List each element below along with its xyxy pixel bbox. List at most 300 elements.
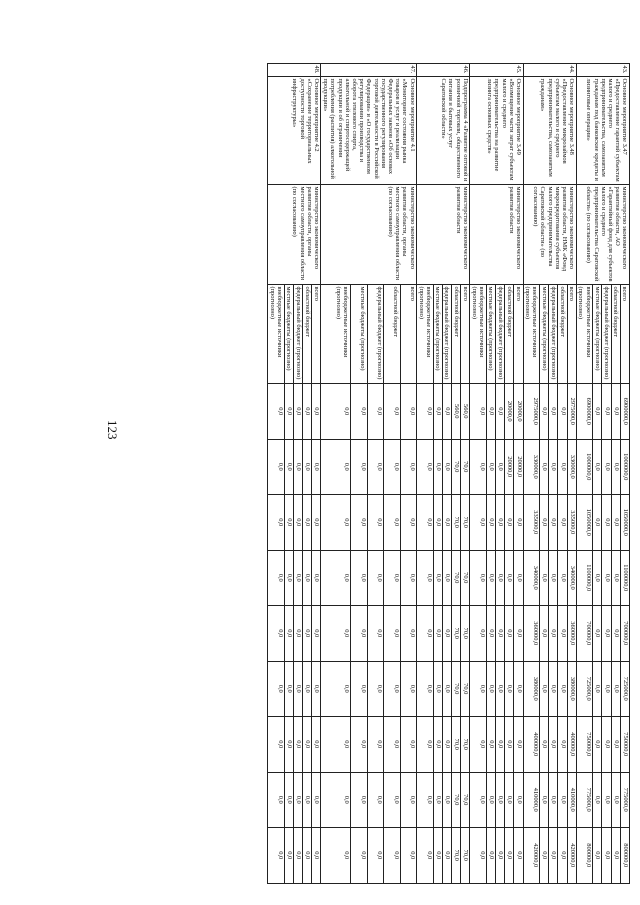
funding-value-cell: 0,0 xyxy=(351,439,368,495)
funding-value-cell: 0,0 xyxy=(495,828,504,884)
row-index: 43. xyxy=(576,64,629,77)
funding-source-label: местные бюджеты (прогнозно) xyxy=(593,285,602,384)
funding-value-cell: 1050000,0 xyxy=(620,495,629,551)
funding-value-cell: 6900000,0 xyxy=(620,384,629,440)
funding-value-cell: 0,0 xyxy=(470,828,486,884)
row-index: 48. xyxy=(268,64,321,77)
funding-value-cell: 0,0 xyxy=(442,439,451,495)
funding-value-cell: 70,0 xyxy=(461,550,470,606)
funding-value-cell: 0,0 xyxy=(611,661,620,717)
funding-value-cell: 0,0 xyxy=(486,495,495,551)
funding-value-cell: 0,0 xyxy=(611,384,620,440)
funding-source-label: внебюджетные источники (прогнозно) xyxy=(470,285,486,384)
funding-value-cell: 0,0 xyxy=(514,550,523,606)
funding-value-cell: 0,0 xyxy=(558,828,567,884)
funding-source-label: местные бюджеты (прогнозно) xyxy=(433,285,442,384)
executor-name: министерство экономического развития области, НМК «Фонд микрокредитования субъектов малого предпринимательства Саратовской области» (по согласованию) xyxy=(523,185,576,285)
funding-value-cell: 0,0 xyxy=(442,661,451,717)
funding-value-cell: 0,0 xyxy=(312,495,321,551)
funding-value-cell: 0,0 xyxy=(593,661,602,717)
funding-value-cell: 560,0 xyxy=(461,384,470,440)
funding-value-cell: 0,0 xyxy=(321,384,351,440)
funding-value-cell: 0,0 xyxy=(400,550,417,606)
funding-value-cell: 0,0 xyxy=(539,772,548,828)
funding-value-cell: 0,0 xyxy=(495,439,504,495)
funding-value-cell: 0,0 xyxy=(539,661,548,717)
funding-source-label: областной бюджет xyxy=(451,285,460,384)
funding-value-cell: 0,0 xyxy=(486,772,495,828)
row-index: 46. xyxy=(417,64,470,77)
funding-source-label: федеральный бюджет (прогнозно) xyxy=(602,285,611,384)
funding-value-cell: 0,0 xyxy=(268,828,284,884)
funding-value-cell: 0,0 xyxy=(505,495,514,551)
funding-source-label: местные бюджеты (прогнозно) xyxy=(486,285,495,384)
row-index: 47. xyxy=(321,64,417,77)
funding-value-cell: 0,0 xyxy=(593,828,602,884)
funding-source-label: внебюджетные источники (прогнозно) xyxy=(417,285,433,384)
funding-value-cell: 0,0 xyxy=(367,495,384,551)
funding-value-cell: 0,0 xyxy=(312,717,321,773)
funding-value-cell: 0,0 xyxy=(514,661,523,717)
funding-value-cell: 360000,0 xyxy=(567,606,576,662)
funding-table xyxy=(267,63,630,884)
funding-value-cell: 0,0 xyxy=(611,550,620,606)
funding-value-cell: 0,0 xyxy=(558,661,567,717)
funding-value-cell: 0,0 xyxy=(558,550,567,606)
funding-value-cell: 0,0 xyxy=(293,384,302,440)
funding-value-cell: 0,0 xyxy=(384,495,401,551)
funding-value-cell: 6900000,0 xyxy=(576,384,592,440)
funding-value-cell: 0,0 xyxy=(558,495,567,551)
funding-value-cell: 0,0 xyxy=(602,661,611,717)
funding-value-cell: 0,0 xyxy=(284,828,293,884)
funding-value-cell: 0,0 xyxy=(539,439,548,495)
funding-value-cell: 0,0 xyxy=(312,550,321,606)
funding-source-label: внебюджетные источники (прогнозно) xyxy=(268,285,284,384)
funding-value-cell: 0,0 xyxy=(539,828,548,884)
table-row xyxy=(461,64,470,884)
table-row xyxy=(514,64,523,884)
executor-name: министерство экономического развития области, органы местного самоуправления области (по согласованию) xyxy=(321,185,417,285)
funding-value-cell: 0,0 xyxy=(284,772,293,828)
funding-value-cell: 0,0 xyxy=(400,495,417,551)
funding-value-cell: 0,0 xyxy=(442,606,451,662)
funding-value-cell: 0,0 xyxy=(514,772,523,828)
funding-value-cell: 0,0 xyxy=(433,550,442,606)
executor-name: министерство экономического развития области, АО «Гарантийный фонд для субъектов малого и среднего предпринимательства Саратовской области» (по согласованию) xyxy=(576,185,629,285)
funding-value-cell: 420000,0 xyxy=(523,828,539,884)
funding-value-cell: 0,0 xyxy=(486,550,495,606)
funding-value-cell: 340000,0 xyxy=(523,550,539,606)
funding-value-cell: 0,0 xyxy=(433,772,442,828)
funding-value-cell: 0,0 xyxy=(433,495,442,551)
funding-value-cell: 335000,0 xyxy=(523,495,539,551)
funding-source-label: внебюджетные источники (прогнозно) xyxy=(321,285,351,384)
funding-value-cell: 20000,0 xyxy=(514,439,523,495)
funding-value-cell: 1050000,0 xyxy=(576,495,592,551)
funding-value-cell: 0,0 xyxy=(400,772,417,828)
funding-value-cell: 0,0 xyxy=(321,772,351,828)
funding-value-cell: 0,0 xyxy=(284,384,293,440)
funding-value-cell: 0,0 xyxy=(495,495,504,551)
funding-value-cell: 0,0 xyxy=(558,717,567,773)
funding-value-cell: 0,0 xyxy=(268,772,284,828)
funding-value-cell: 360000,0 xyxy=(523,606,539,662)
funding-value-cell: 0,0 xyxy=(284,661,293,717)
funding-value-cell: 0,0 xyxy=(602,439,611,495)
funding-source-label: областной бюджет xyxy=(611,285,620,384)
funding-source-label: федеральный бюджет (прогнозно) xyxy=(442,285,451,384)
funding-source-label: местные бюджеты (прогнозно) xyxy=(539,285,548,384)
funding-value-cell: 0,0 xyxy=(312,772,321,828)
funding-value-cell: 0,0 xyxy=(321,661,351,717)
funding-value-cell: 0,0 xyxy=(351,606,368,662)
funding-source-label: местные бюджеты (прогнозно) xyxy=(351,285,368,384)
funding-value-cell: 0,0 xyxy=(495,717,504,773)
funding-value-cell: 410000,0 xyxy=(567,772,576,828)
funding-value-cell: 0,0 xyxy=(293,550,302,606)
funding-value-cell: 410000,0 xyxy=(523,772,539,828)
funding-value-cell: 0,0 xyxy=(303,717,312,773)
activity-name: Подпрограмма 4 «Развитие оптовой и розничной торговли, общественного питания и бытовых услуг Саратовской области» xyxy=(417,77,470,185)
page-number: 123 xyxy=(105,420,120,440)
table-row xyxy=(567,64,576,884)
funding-value-cell: 0,0 xyxy=(367,439,384,495)
activity-name: Основное мероприятие 3.49 «Возмещение части затрат субъектам малого и среднего предпринимательства на развитие лизинга основных средств» xyxy=(470,77,523,185)
funding-value-cell: 335000,0 xyxy=(567,495,576,551)
funding-value-cell: 380000,0 xyxy=(567,661,576,717)
funding-value-cell: 0,0 xyxy=(549,550,558,606)
funding-value-cell: 800000,0 xyxy=(576,828,592,884)
funding-value-cell: 70,0 xyxy=(451,717,460,773)
row-index: 44. xyxy=(523,64,576,77)
funding-value-cell: 0,0 xyxy=(602,606,611,662)
funding-value-cell: 0,0 xyxy=(433,606,442,662)
funding-value-cell: 0,0 xyxy=(268,717,284,773)
funding-value-cell: 0,0 xyxy=(321,495,351,551)
funding-value-cell: 0,0 xyxy=(495,661,504,717)
funding-value-cell: 0,0 xyxy=(351,717,368,773)
funding-value-cell: 0,0 xyxy=(312,384,321,440)
funding-value-cell: 0,0 xyxy=(367,828,384,884)
funding-value-cell: 0,0 xyxy=(284,495,293,551)
funding-value-cell: 750000,0 xyxy=(576,717,592,773)
funding-value-cell: 0,0 xyxy=(284,550,293,606)
funding-value-cell: 0,0 xyxy=(442,550,451,606)
funding-value-cell: 0,0 xyxy=(384,606,401,662)
funding-value-cell: 20000,0 xyxy=(505,384,514,440)
funding-value-cell: 0,0 xyxy=(303,384,312,440)
funding-value-cell: 0,0 xyxy=(268,439,284,495)
funding-value-cell: 0,0 xyxy=(417,717,433,773)
funding-source-label: областной бюджет xyxy=(303,285,312,384)
funding-value-cell: 0,0 xyxy=(549,772,558,828)
funding-value-cell: 0,0 xyxy=(303,439,312,495)
funding-value-cell: 330000,0 xyxy=(523,439,539,495)
funding-value-cell: 0,0 xyxy=(593,772,602,828)
funding-value-cell: 0,0 xyxy=(417,495,433,551)
funding-value-cell: 0,0 xyxy=(611,606,620,662)
funding-value-cell: 0,0 xyxy=(539,717,548,773)
funding-value-cell: 0,0 xyxy=(593,606,602,662)
funding-value-cell: 725000,0 xyxy=(576,661,592,717)
funding-value-cell: 0,0 xyxy=(495,550,504,606)
funding-value-cell: 0,0 xyxy=(312,606,321,662)
funding-value-cell: 0,0 xyxy=(505,772,514,828)
table-row xyxy=(400,64,417,884)
funding-value-cell: 0,0 xyxy=(558,772,567,828)
funding-value-cell: 0,0 xyxy=(321,717,351,773)
funding-value-cell: 1100000,0 xyxy=(576,550,592,606)
funding-value-cell: 0,0 xyxy=(268,661,284,717)
funding-value-cell: 70,0 xyxy=(451,439,460,495)
funding-value-cell: 0,0 xyxy=(321,439,351,495)
funding-value-cell: 0,0 xyxy=(558,384,567,440)
funding-value-cell: 0,0 xyxy=(303,772,312,828)
funding-value-cell: 0,0 xyxy=(593,439,602,495)
funding-value-cell: 0,0 xyxy=(293,828,302,884)
funding-value-cell: 0,0 xyxy=(514,717,523,773)
funding-value-cell: 0,0 xyxy=(470,439,486,495)
funding-value-cell: 0,0 xyxy=(303,661,312,717)
funding-value-cell: 0,0 xyxy=(470,606,486,662)
funding-value-cell: 0,0 xyxy=(268,384,284,440)
funding-value-cell: 0,0 xyxy=(268,550,284,606)
executor-name: министерство экономического развития области xyxy=(417,185,470,285)
funding-value-cell: 0,0 xyxy=(549,495,558,551)
funding-value-cell: 0,0 xyxy=(367,606,384,662)
row-index: 45. xyxy=(470,64,523,77)
funding-value-cell: 0,0 xyxy=(293,772,302,828)
funding-source-label: областной бюджет xyxy=(505,285,514,384)
funding-value-cell: 0,0 xyxy=(486,661,495,717)
funding-value-cell: 0,0 xyxy=(417,606,433,662)
activity-name: Основное мероприятие 3.48 «Предоставление микрозаймов субъектам малого и среднего предпринимательства, самозанятым гражданам» xyxy=(523,77,576,185)
funding-value-cell: 0,0 xyxy=(312,439,321,495)
funding-source-label: областной бюджет xyxy=(558,285,567,384)
funding-value-cell: 0,0 xyxy=(593,495,602,551)
funding-value-cell: 0,0 xyxy=(602,384,611,440)
funding-value-cell: 0,0 xyxy=(321,606,351,662)
funding-value-cell: 400000,0 xyxy=(567,717,576,773)
funding-value-cell: 0,0 xyxy=(602,772,611,828)
funding-value-cell: 0,0 xyxy=(514,606,523,662)
funding-value-cell: 0,0 xyxy=(384,550,401,606)
funding-value-cell: 0,0 xyxy=(400,606,417,662)
funding-value-cell: 20000,0 xyxy=(514,384,523,440)
funding-value-cell: 0,0 xyxy=(495,772,504,828)
executor-name: министерство экономического развития области xyxy=(470,185,523,285)
funding-table-body xyxy=(268,64,630,884)
funding-value-cell: 0,0 xyxy=(400,384,417,440)
funding-value-cell: 0,0 xyxy=(321,828,351,884)
funding-value-cell: 0,0 xyxy=(384,439,401,495)
funding-value-cell: 0,0 xyxy=(505,661,514,717)
funding-value-cell: 0,0 xyxy=(539,495,548,551)
funding-value-cell: 0,0 xyxy=(611,439,620,495)
funding-value-cell: 0,0 xyxy=(303,828,312,884)
funding-value-cell: 0,0 xyxy=(433,661,442,717)
funding-value-cell: 0,0 xyxy=(602,495,611,551)
funding-value-cell: 0,0 xyxy=(400,661,417,717)
funding-value-cell: 0,0 xyxy=(470,550,486,606)
funding-value-cell: 0,0 xyxy=(442,495,451,551)
funding-source-label: федеральный бюджет (прогнозно) xyxy=(549,285,558,384)
funding-value-cell: 0,0 xyxy=(293,661,302,717)
funding-value-cell: 0,0 xyxy=(417,828,433,884)
funding-value-cell: 0,0 xyxy=(611,717,620,773)
funding-value-cell: 380000,0 xyxy=(523,661,539,717)
funding-value-cell: 0,0 xyxy=(549,717,558,773)
funding-value-cell: 0,0 xyxy=(367,717,384,773)
funding-value-cell: 70,0 xyxy=(451,772,460,828)
table-row xyxy=(312,64,321,884)
funding-value-cell: 0,0 xyxy=(351,828,368,884)
funding-value-cell: 0,0 xyxy=(470,772,486,828)
funding-value-cell: 70,0 xyxy=(461,661,470,717)
funding-value-cell: 725000,0 xyxy=(620,661,629,717)
funding-value-cell: 0,0 xyxy=(558,606,567,662)
funding-value-cell: 775000,0 xyxy=(576,772,592,828)
funding-value-cell: 0,0 xyxy=(442,717,451,773)
funding-source-label: всего xyxy=(400,285,417,384)
executor-name: министерство экономического развития области, органы местного самоуправления области (по согласованию) xyxy=(268,185,321,285)
funding-value-cell: 0,0 xyxy=(268,495,284,551)
funding-value-cell: 70,0 xyxy=(451,550,460,606)
funding-value-cell: 0,0 xyxy=(470,495,486,551)
funding-value-cell: 0,0 xyxy=(433,439,442,495)
rotated-page-content xyxy=(120,63,630,883)
funding-source-label: всего xyxy=(567,285,576,384)
funding-value-cell: 70,0 xyxy=(451,661,460,717)
funding-source-label: внебюджетные источники (прогнозно) xyxy=(576,285,592,384)
funding-value-cell: 0,0 xyxy=(505,606,514,662)
funding-value-cell: 0,0 xyxy=(351,550,368,606)
funding-value-cell: 0,0 xyxy=(293,717,302,773)
funding-value-cell: 0,0 xyxy=(593,717,602,773)
funding-value-cell: 0,0 xyxy=(549,439,558,495)
funding-source-label: федеральный бюджет (прогнозно) xyxy=(293,285,302,384)
funding-value-cell: 0,0 xyxy=(384,717,401,773)
funding-value-cell: 0,0 xyxy=(558,439,567,495)
funding-value-cell: 0,0 xyxy=(351,495,368,551)
funding-value-cell: 0,0 xyxy=(602,717,611,773)
funding-value-cell: 560,0 xyxy=(451,384,460,440)
funding-value-cell: 700000,0 xyxy=(576,606,592,662)
funding-value-cell: 0,0 xyxy=(417,772,433,828)
funding-value-cell: 1100000,0 xyxy=(620,550,629,606)
funding-value-cell: 0,0 xyxy=(367,661,384,717)
funding-value-cell: 70,0 xyxy=(461,439,470,495)
funding-value-cell: 0,0 xyxy=(351,661,368,717)
funding-value-cell: 0,0 xyxy=(417,550,433,606)
funding-value-cell: 0,0 xyxy=(539,550,548,606)
funding-value-cell: 0,0 xyxy=(351,772,368,828)
funding-value-cell: 0,0 xyxy=(293,495,302,551)
funding-value-cell: 0,0 xyxy=(433,717,442,773)
funding-value-cell: 330000,0 xyxy=(567,439,576,495)
funding-value-cell: 0,0 xyxy=(384,828,401,884)
funding-value-cell: 2975000,0 xyxy=(567,384,576,440)
funding-value-cell: 0,0 xyxy=(486,717,495,773)
funding-value-cell: 750000,0 xyxy=(620,717,629,773)
funding-value-cell: 0,0 xyxy=(505,550,514,606)
funding-value-cell: 0,0 xyxy=(433,384,442,440)
funding-value-cell: 70,0 xyxy=(451,828,460,884)
funding-value-cell: 0,0 xyxy=(505,828,514,884)
funding-value-cell: 0,0 xyxy=(400,717,417,773)
funding-value-cell: 70,0 xyxy=(461,828,470,884)
funding-value-cell: 70,0 xyxy=(461,495,470,551)
funding-value-cell: 0,0 xyxy=(417,384,433,440)
funding-value-cell: 0,0 xyxy=(384,661,401,717)
funding-value-cell: 775000,0 xyxy=(620,772,629,828)
funding-value-cell: 0,0 xyxy=(611,772,620,828)
funding-source-label: всего xyxy=(312,285,321,384)
funding-value-cell: 340000,0 xyxy=(567,550,576,606)
funding-value-cell: 0,0 xyxy=(602,828,611,884)
funding-value-cell: 0,0 xyxy=(367,772,384,828)
funding-source-label: федеральный бюджет (прогнозно) xyxy=(367,285,384,384)
table-row xyxy=(620,64,629,884)
funding-value-cell: 0,0 xyxy=(593,384,602,440)
funding-value-cell: 0,0 xyxy=(470,661,486,717)
funding-value-cell: 1000000,0 xyxy=(576,439,592,495)
funding-value-cell: 0,0 xyxy=(539,606,548,662)
funding-value-cell: 0,0 xyxy=(514,828,523,884)
funding-source-label: всего xyxy=(514,285,523,384)
funding-source-label: местные бюджеты (прогнозно) xyxy=(284,285,293,384)
funding-value-cell: 0,0 xyxy=(514,495,523,551)
funding-value-cell: 0,0 xyxy=(284,439,293,495)
activity-name: Основное мероприятие 4.2 «Сохранение территориальных доступности торговой инфраструктуры» xyxy=(268,77,321,185)
funding-source-label: всего xyxy=(461,285,470,384)
funding-value-cell: 0,0 xyxy=(486,606,495,662)
funding-value-cell: 0,0 xyxy=(284,717,293,773)
funding-value-cell: 0,0 xyxy=(293,439,302,495)
funding-value-cell: 0,0 xyxy=(303,495,312,551)
funding-value-cell: 0,0 xyxy=(442,772,451,828)
funding-value-cell: 0,0 xyxy=(486,439,495,495)
funding-source-label: федеральный бюджет (прогнозно) xyxy=(495,285,504,384)
funding-value-cell: 0,0 xyxy=(433,828,442,884)
funding-value-cell: 0,0 xyxy=(442,828,451,884)
funding-value-cell: 0,0 xyxy=(486,828,495,884)
funding-source-label: областной бюджет xyxy=(384,285,401,384)
funding-value-cell: 20000,0 xyxy=(505,439,514,495)
funding-value-cell: 0,0 xyxy=(602,550,611,606)
funding-value-cell: 0,0 xyxy=(549,384,558,440)
funding-value-cell: 0,0 xyxy=(549,661,558,717)
funding-value-cell: 0,0 xyxy=(442,384,451,440)
funding-value-cell: 0,0 xyxy=(367,550,384,606)
funding-value-cell: 0,0 xyxy=(486,384,495,440)
funding-value-cell: 0,0 xyxy=(321,550,351,606)
funding-value-cell: 400000,0 xyxy=(523,717,539,773)
funding-value-cell: 0,0 xyxy=(284,606,293,662)
funding-value-cell: 0,0 xyxy=(539,384,548,440)
funding-value-cell: 0,0 xyxy=(268,606,284,662)
funding-value-cell: 0,0 xyxy=(417,661,433,717)
funding-value-cell: 0,0 xyxy=(549,606,558,662)
funding-value-cell: 0,0 xyxy=(505,717,514,773)
funding-value-cell: 0,0 xyxy=(400,828,417,884)
funding-value-cell: 70,0 xyxy=(461,772,470,828)
funding-value-cell: 70,0 xyxy=(451,495,460,551)
funding-value-cell: 0,0 xyxy=(611,828,620,884)
funding-value-cell: 1000000,0 xyxy=(620,439,629,495)
funding-value-cell: 2975000,0 xyxy=(523,384,539,440)
